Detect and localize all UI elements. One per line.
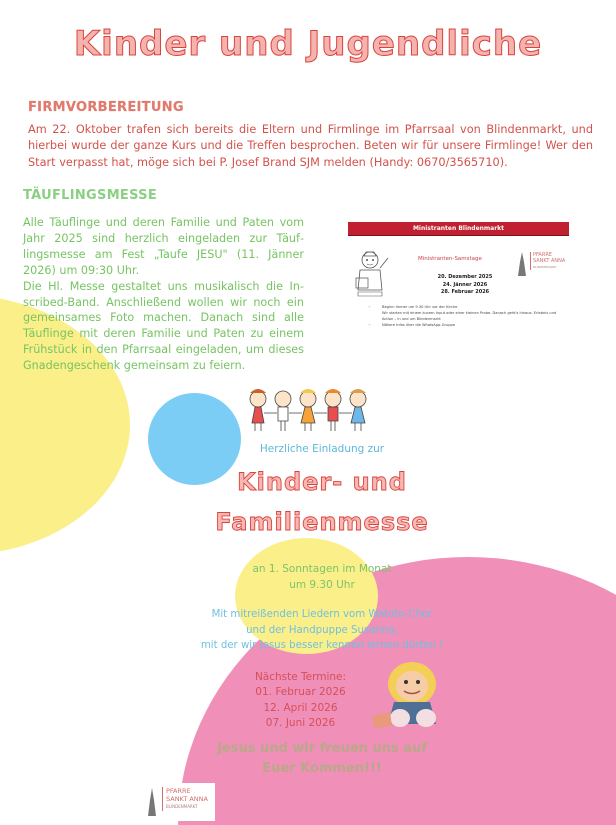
ministranten-flyer bbox=[348, 222, 569, 337]
ministranten-banner: Ministranten Blindenmarkt bbox=[348, 222, 569, 236]
music-line-2: und der Handpuppe Susanna, bbox=[246, 624, 398, 636]
church-tower-icon bbox=[146, 788, 158, 818]
parish-logo bbox=[140, 783, 215, 821]
tauflingsmesse-heading: TÄUFLINGSMESSE bbox=[23, 188, 158, 203]
tauflingsmesse-paragraph-2: Die Hl. Messe gestaltet uns musikalisch die Inscribed-Band. Anschließend wollen wir noch ein gemeinsames Foto machen. Danach sind alle Täuflinge mit deren Familie und Paten zu einem Frühstück in den Pfarrsaal eingeladen, um dieses Gnadengeschenk gemeinsam zu feiern. bbox=[23, 279, 304, 373]
children-holding-hands-illustration bbox=[245, 385, 375, 435]
ministranten-date: 28. Februar 2026 bbox=[440, 289, 490, 295]
closing-line-1: Jesus und wir freuen uns auf bbox=[217, 741, 427, 756]
ministranten-note: Wir starten mit einem kurzen Input oder einer kleinen Probe. Danach geht's hinaus: Erlebnis und Action – in und um Blindenmarkt bbox=[382, 311, 557, 321]
logo-line-2: SANKT ANNA bbox=[166, 795, 208, 803]
upcoming-date: 07. Juni 2026 bbox=[265, 716, 336, 729]
schedule-line-1: an 1. Sonntagen im Monat bbox=[252, 563, 392, 575]
upcoming-date: 12. April 2026 bbox=[263, 701, 338, 714]
invitation-line: Herzliche Einladung zur bbox=[259, 443, 385, 455]
closing-line-2: Euer Kommen!!! bbox=[262, 761, 382, 776]
pointing-hand-icon: ☞ bbox=[368, 323, 372, 327]
logo-line-2: SANKT ANNA bbox=[533, 258, 566, 264]
familienmesse-title-line-1: Kinder- und bbox=[237, 468, 407, 496]
tauflingsmesse-text bbox=[23, 215, 304, 374]
church-tower-icon bbox=[516, 252, 528, 278]
ministranten-date: 20. Dezember 2025 bbox=[437, 274, 493, 280]
schedule-text bbox=[0, 562, 616, 593]
parish-logo-text bbox=[162, 787, 208, 811]
tauflingsmesse-paragraph-1: Alle Täuflinge und deren Familie und Paten vom Jahr 2025 sind herzlich eingeladen zur Täuflingsmesse am Fest „Taufe JESU" (11. Jänner 2026) um 09:30 Uhr. bbox=[23, 216, 304, 277]
logo-line-1: PFARRE bbox=[533, 252, 552, 258]
familienmesse-title bbox=[0, 462, 616, 542]
logo-line-3: BLINDENMARKT bbox=[533, 265, 557, 269]
altar-server-drawing-icon bbox=[352, 248, 392, 298]
pointing-hand-icon: ☞ bbox=[368, 305, 372, 309]
firmvorbereitung-text: Am 22. Oktober trafen sich bereits die Eltern und Firmlinge im Pfarrsaal von Blindenmarkt, und hierbei wurde der ganze Kurs und die Treffen besprochen. Beten wir für unsere Firmlinge! Wer den Start verpasst hat, möge sich bei P. Josef Brand SJM melden (Handy: 0670/3565710). bbox=[28, 123, 593, 169]
ministranten-note: Beginn immer um 9.30 Uhr vor der Kirche bbox=[382, 305, 458, 309]
ministranten-date: 24. Jänner 2026 bbox=[442, 281, 488, 288]
familienmesse-title-line-2: Familienmesse bbox=[215, 508, 429, 536]
schedule-line-2: um 9.30 Uhr bbox=[289, 578, 355, 591]
parish-logo-small bbox=[514, 250, 569, 280]
ministranten-dates bbox=[420, 274, 510, 297]
music-description bbox=[0, 607, 616, 654]
ministranten-notes bbox=[368, 304, 568, 328]
music-line-3: mit der wir Jesus besser kennen lernen dürfen ! bbox=[200, 640, 444, 651]
upcoming-dates bbox=[253, 670, 348, 731]
hand-puppet-susanna-image bbox=[370, 660, 454, 730]
upcoming-date: 01. Februar 2026 bbox=[255, 686, 346, 699]
music-line-1: Mit mitreißenden Liedern vom Watoto-Chor bbox=[211, 609, 433, 620]
page-title: Kinder und Jugendliche bbox=[73, 24, 543, 64]
upcoming-dates-heading: Nächste Termine: bbox=[254, 671, 347, 683]
ministranten-subtitle: Ministranten-Samstage bbox=[418, 256, 482, 262]
closing-message bbox=[0, 739, 616, 779]
logo-line-1: PFARRE bbox=[166, 787, 191, 795]
logo-line-3: BLINDENMARKT bbox=[166, 804, 198, 809]
firmvorbereitung-heading: FIRMVORBEREITUNG bbox=[28, 100, 184, 115]
ministranten-note: Nähere Infos über die WhatsApp-Gruppe bbox=[382, 323, 456, 327]
